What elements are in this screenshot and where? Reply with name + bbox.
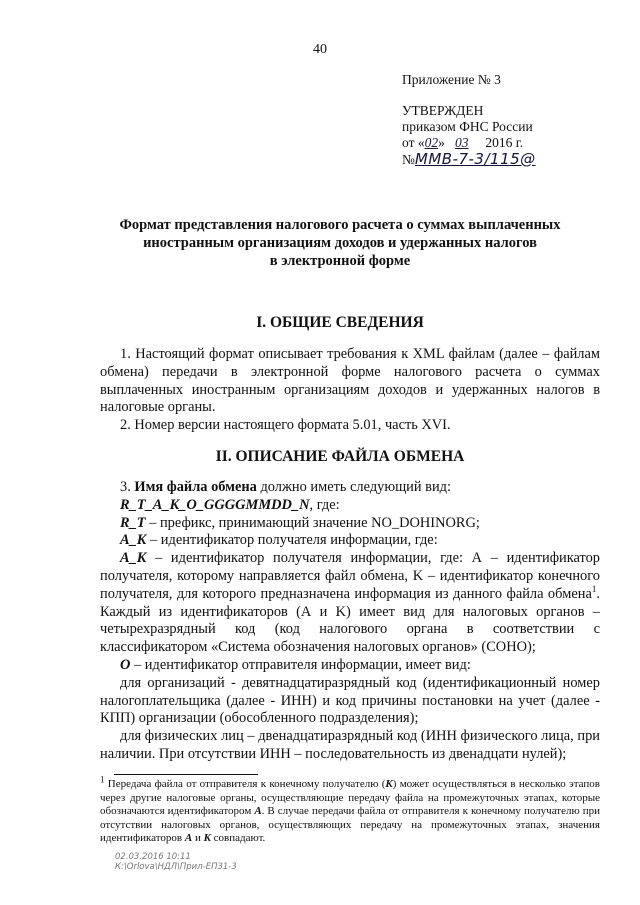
title-line: иностранным организациям доходов и удержанных налогов (143, 235, 537, 251)
handwritten-month: 03 (454, 135, 469, 150)
section-2-heading: II. ОПИСАНИЕ ФАЙЛА ОБМЕНА (215, 448, 465, 465)
footnote-text: Передача файла от отправителя к конечному получателю ( (104, 778, 386, 790)
rt-term: R_T (120, 514, 146, 531)
date-prefix: от « (402, 135, 425, 150)
organizations-rule: для организаций - девятнадцатиразрядный код (идентификационный номер налогоплательщика (далее - ИНН) и код причины постановки на учет (далее - КПП) организации (обособленного подразделения); (100, 674, 600, 727)
paragraph-3-text: должно иметь следующий вид: (256, 479, 451, 495)
footnote-a: А (254, 805, 262, 818)
footnote-text: совпадают. (210, 832, 266, 845)
handwritten-order-number: ММВ-7-3/115@ (414, 150, 536, 168)
footnote-k: K (385, 778, 393, 790)
footnote-reference: 1 (591, 583, 597, 594)
stamp-path: К:\Orlova\НДЛ\Прил-ЕП31-3 (115, 862, 237, 872)
pattern-tail: , где: (309, 496, 340, 513)
order-label: приказом ФНС России (402, 119, 533, 134)
order-year: 2016 г. (485, 135, 524, 150)
date-mid: » (438, 135, 445, 150)
footnote-divider (114, 774, 258, 775)
handwritten-day: 02 (424, 135, 439, 150)
o-definition (100, 657, 600, 675)
number-prefix: № (402, 152, 415, 167)
footnote-k: K (203, 832, 211, 845)
paragraph-1: 1. Настоящий формат описывает требования к XML файлам (далее – файлам обмена) передачи в электронной форме налогового расчета о суммах выплаченных иностранным организациям доходов и удержанных налогов в налоговые органы. (100, 346, 600, 416)
ak-description: – идентификатор получателя информации, где: (146, 532, 438, 549)
order-date (402, 135, 536, 151)
rt-definition (100, 515, 600, 533)
footnote-a: А (184, 832, 193, 845)
page-number: 40 (313, 42, 327, 57)
ak-detail-description-2: . Каждый из идентификаторов (А и K) имеет вид для налоговых органов – четырехразрядный код (код налогового органа в соответствии с классификатором «Система обозначения налоговых органов» (СОНО); (100, 585, 600, 656)
ak-definition (100, 532, 600, 550)
paragraph-3 (100, 479, 600, 497)
title-line: Формат представления налогового расчета о суммах выплаченных (119, 217, 561, 233)
file-name-term: Имя файла обмена (134, 479, 257, 495)
o-description: – идентификатор отправителя информации, имеет вид: (130, 656, 471, 673)
footnote-text: . В случае передачи файла от отправителя к конечному получателю при отсутствии налоговых органов, осуществляющих передачу на промежуточных этапах, значения идентификаторов (100, 805, 600, 845)
section-1-heading: I. ОБЩИЕ СВЕДЕНИЯ (256, 314, 424, 331)
paragraph-2: 2. Номер версии настоящего формата 5.01, часть XVI. (120, 417, 451, 434)
rt-description: – префикс, принимающий значение NO_DOHINORG; (145, 514, 480, 531)
footnote-text: и (192, 832, 204, 845)
approval-block (402, 72, 536, 168)
appendix-label: Приложение № 3 (402, 72, 501, 87)
ak-term: A_K (120, 532, 147, 549)
section-2-body (100, 479, 600, 764)
file-name-pattern (100, 497, 600, 515)
ak-detail-description: – идентификатор получателя информации, где: А – идентификатор получателя, которому направляется файл обмена, K – идентификатор конечного получателя, для которого предназначена информация из данного файла обмена (100, 550, 600, 602)
paragraph-number: 3. (120, 479, 135, 495)
ak-detail-definition (100, 550, 600, 657)
order-number (402, 151, 536, 168)
footnote (100, 774, 600, 846)
ak-detail-term: A_K (120, 550, 147, 567)
footnote-mark: 1 (100, 774, 105, 785)
approved-label: УТВЕРЖДЕН (402, 103, 484, 118)
title-line: в электронной форме (269, 253, 411, 269)
document-title (80, 216, 600, 270)
stamp-date: 02.03.2016 10:11 (115, 852, 191, 862)
pattern-value: R_T_A_K_O_GGGGMMDD_N (120, 496, 310, 513)
o-term: O (120, 656, 131, 673)
individuals-rule: для физических лиц – двенадцатиразрядный код (ИНН физического лица, при наличии. При отсутствии ИНН – последовательность из двенадцати нулей); (100, 728, 600, 762)
print-stamp (115, 852, 237, 872)
footnote-text: ) может осуществляться в несколько этапов через другие налоговые органы, осуществляющие передачу файла на промежуточных этапах, которые обозначаются идентификатором (100, 778, 600, 818)
section-1-body (100, 346, 600, 435)
